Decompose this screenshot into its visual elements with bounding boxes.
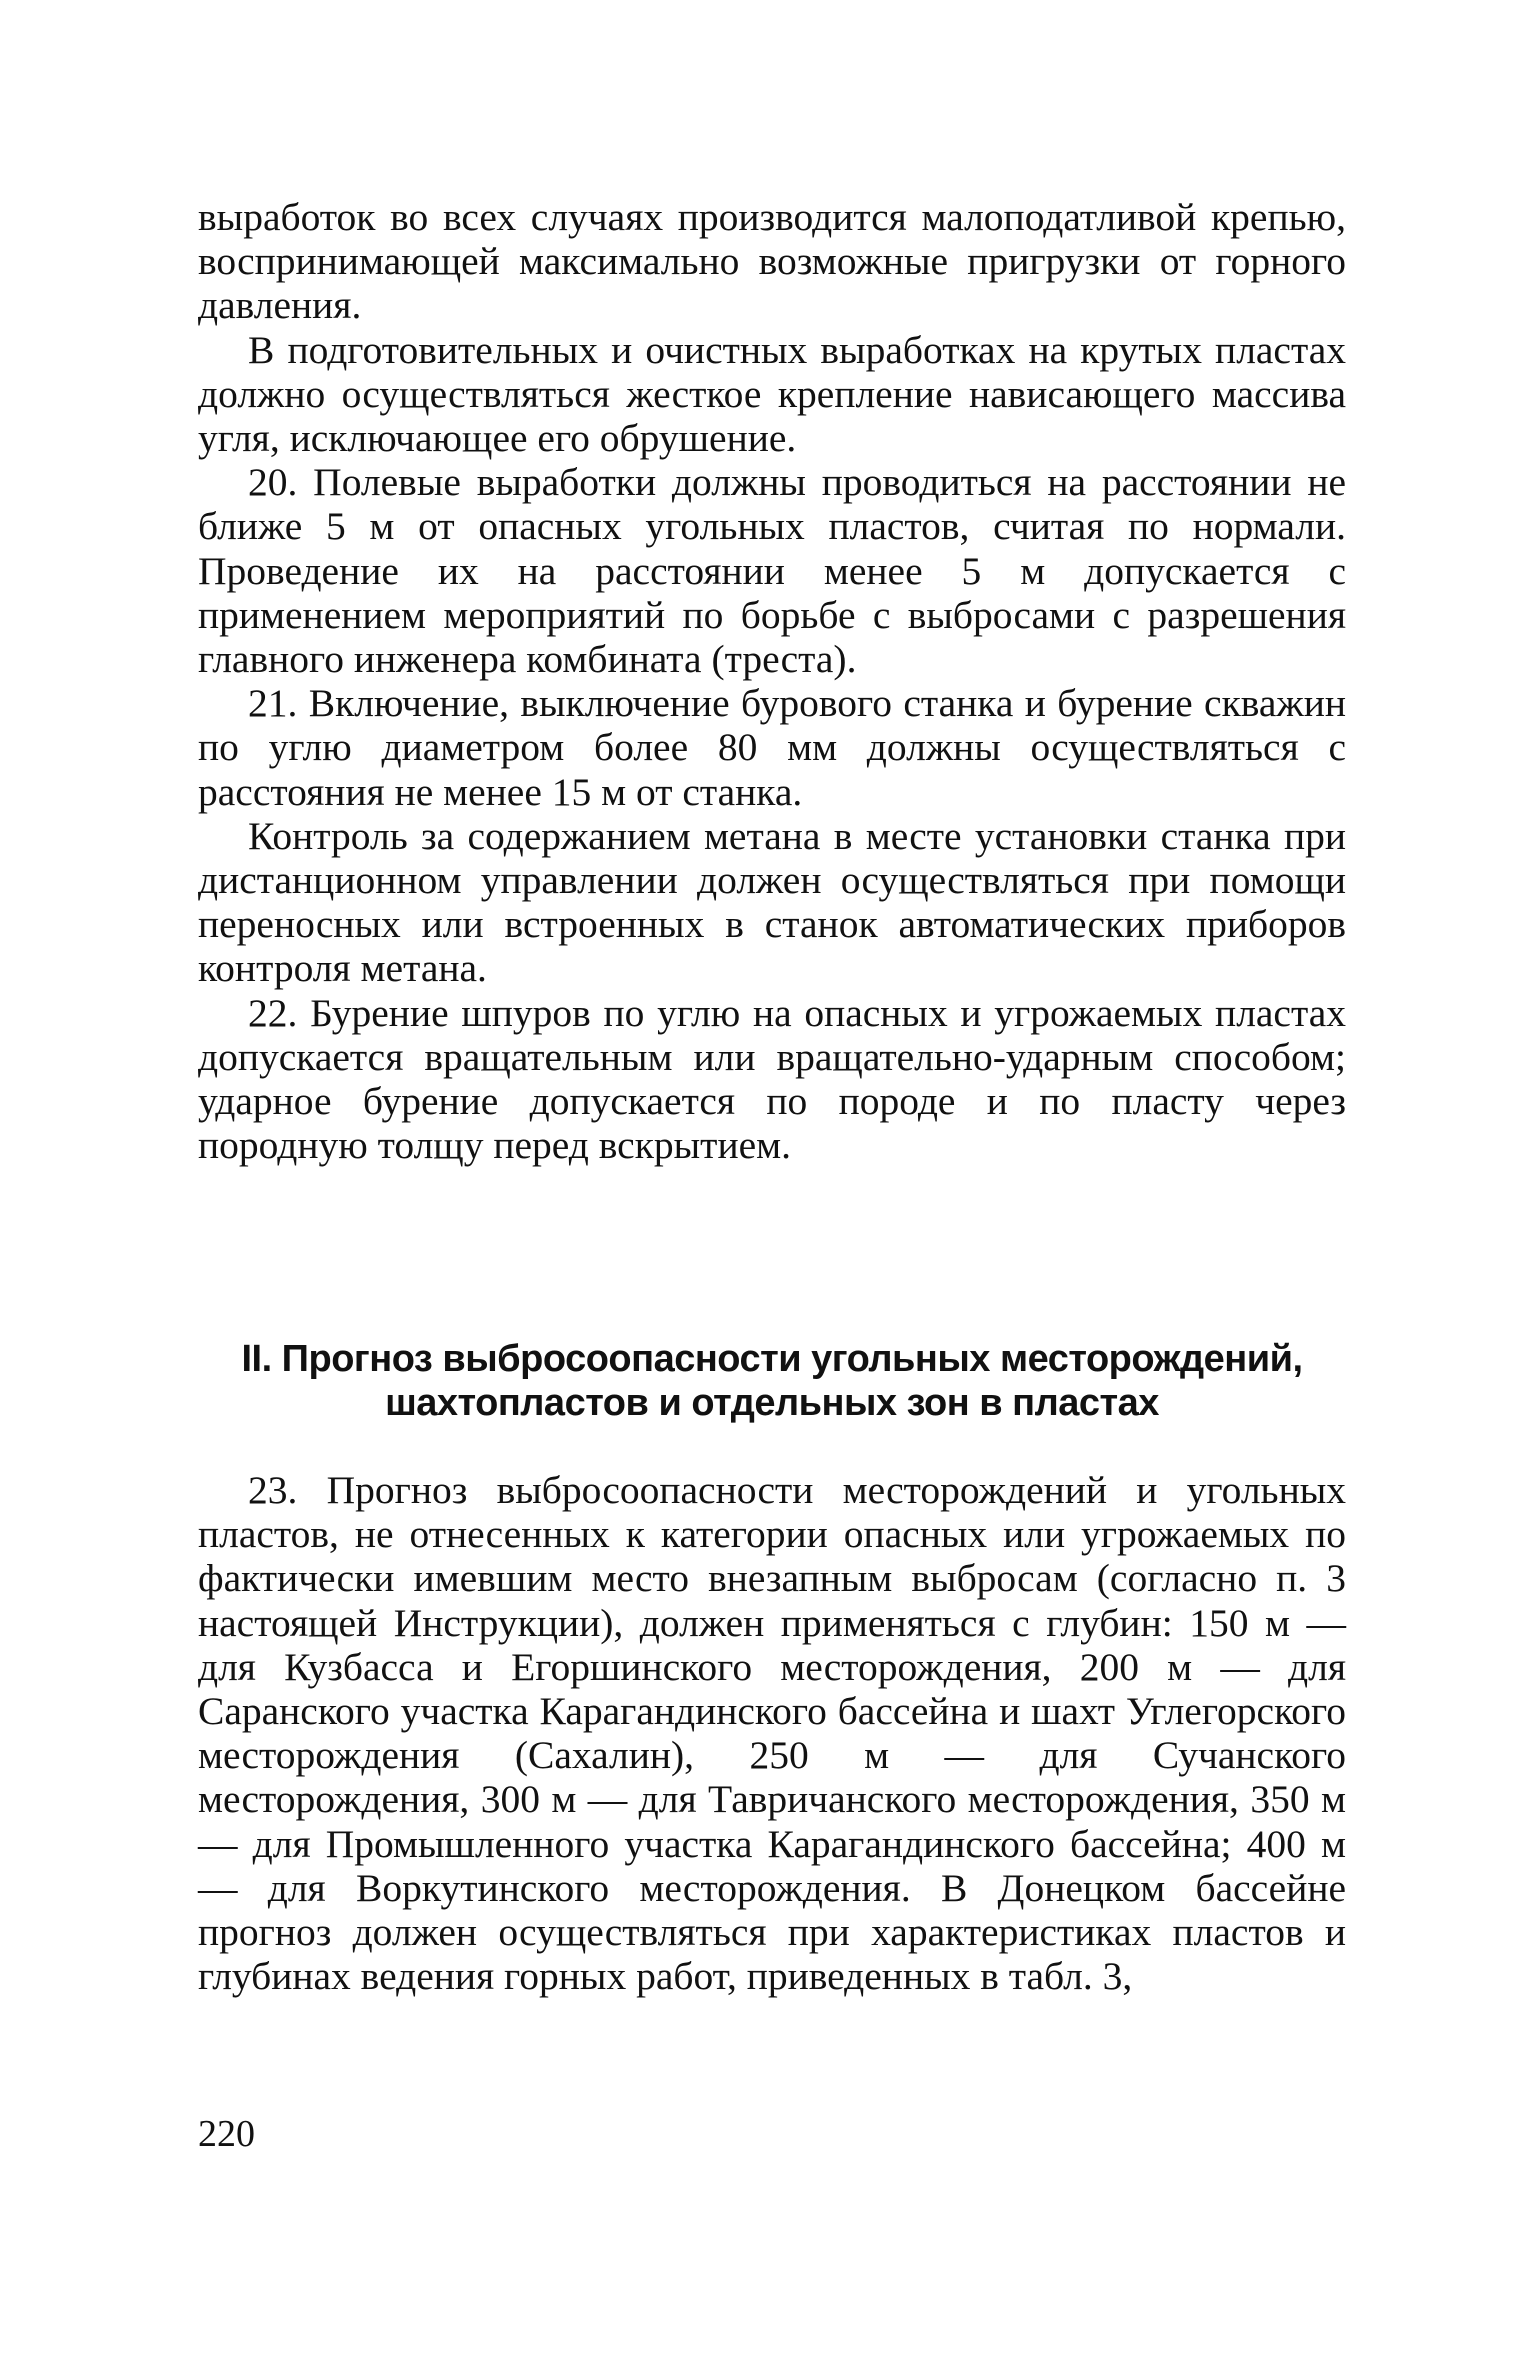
paragraph-item-22: 22. Бурение шпуров по углю на опасных и угрожаемых пластах допускается вращательным или вращательно-ударным способом; ударное бурение допускается по породе и по пласту через породную толщу перед вскрытием. <box>198 990 1346 1168</box>
section-heading <box>198 1337 1346 1425</box>
paragraph-item-23: 23. Прогноз выбросоопасности месторождений и угольных пластов, не отнесенных к категории опасных или угрожаемых по фактически имевшим место внезапным выбросам (согласно п. 3 настоящей Инструкции), должен применяться с глубин: 150 м — для Кузбасса и Егоршинского месторождения, 200 м — для Саранского участка Карагандинского бассейна и шахт Углегорского месторождения (Сахалин), 250 м — для Сучанского месторождения, 300 м — для Тавричанского месторождения, 350 м — для Промышленного участка Карагандинского бассейна; 400 м — для Воркутинского месторождения. В Донецком бассейне прогноз должен осуществляться при характеристиках пластов и глубинах ведения горных работ, приведенных в табл. 3, <box>198 1468 1346 1999</box>
section-heading-line: II. Прогноз выбросоопасности угольных месторождений, <box>241 1338 1303 1380</box>
paragraph: В подготовительных и очистных выработках на крутых пластах должно осуществляться жесткое крепление нависающего массива угля, исключающее его обрушение. <box>198 327 1346 461</box>
paragraph: выработок во всех случаях производится малоподатливой крепью, воспринимающей максимально возможные пригрузки от горного давления. <box>198 195 1346 328</box>
body-text <box>198 195 1346 1167</box>
section-heading-line: шахтопластов и отдельных зон в пластах <box>385 1382 1159 1424</box>
paragraph-item-20: 20. Полевые выработки должны проводиться на расстоянии не ближе 5 м от опасных угольных пластов, считая по нормали. Проведение их на расстоянии менее 5 м допускается с применением мероприятий по борьбе с выбросами с разрешения главного инженера комбината (треста). <box>198 460 1346 682</box>
paragraph-item-21: 21. Включение, выключение бурового станка и бурение скважин по углю диаметром более 80 мм должны осуществляться с расстояния не менее 15 м от станка. <box>198 681 1346 814</box>
section-body <box>198 1468 1346 1998</box>
page-number: 220 <box>198 2113 255 2155</box>
paragraph: Контроль за содержанием метана в месте установки станка при дистанционном управлении должен осуществляться при помощи переносных или встроенных в станок автоматических приборов контроля метана. <box>198 813 1346 991</box>
